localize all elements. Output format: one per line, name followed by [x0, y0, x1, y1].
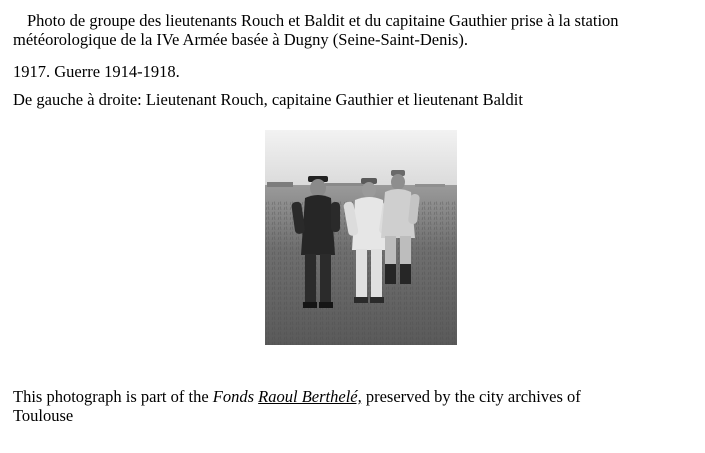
date-line: 1917. Guerre 1914-1918. — [13, 62, 180, 81]
group-photo — [265, 130, 457, 345]
raoul-berthele-link[interactable]: Raoul Berthelé, — [258, 387, 362, 406]
group-photo-image — [265, 130, 457, 345]
credit-line-1 — [13, 387, 581, 406]
credit-fonds-label: Fonds — [212, 387, 255, 406]
caption-line-2: météorologique de la IVe Armée basée à Dugny (Seine-Saint-Denis). — [13, 30, 468, 49]
people-line: De gauche à droite: Lieutenant Rouch, capitaine Gauthier et lieutenant Baldit — [13, 90, 523, 109]
photo-caption — [13, 11, 619, 49]
credit-suffix: preserved by the city archives of — [361, 387, 581, 406]
credit-note — [13, 387, 581, 425]
credit-prefix: This photograph is part of the — [13, 387, 213, 406]
credit-line-2: Toulouse — [13, 406, 74, 425]
caption-line-1: Photo de groupe des lieutenants Rouch et Baldit et du capitaine Gauthier prise à la station — [27, 11, 619, 30]
